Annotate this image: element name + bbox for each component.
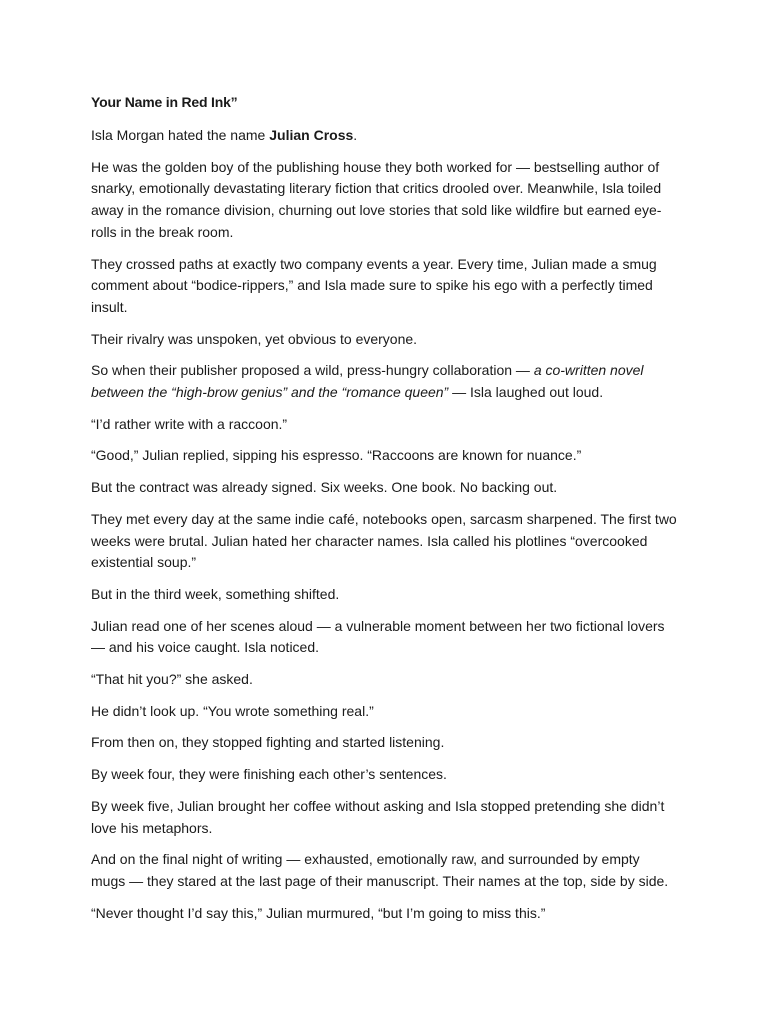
paragraph-17: “Never thought I’d say this,” Julian murmured, “but I’m going to miss this.” — [91, 904, 546, 921]
document-page — [91, 93, 677, 934]
intro-name: Julian Cross — [269, 127, 354, 143]
paragraph-14: By week four, they were finishing each other’s sentences. — [91, 766, 447, 783]
document-title: Your Name in Red Ink” — [91, 94, 238, 110]
paragraph-16: And on the final night of writing — exhausted, emotionally raw, and surrounded by empty mugs — they stared at the last page of their manuscript. Their names at the top, side by side. — [91, 851, 669, 889]
paragraph-9: But in the third week, something shifted. — [91, 585, 340, 602]
paragraph-5: “I’d rather write with a raccoon.” — [91, 415, 288, 432]
paragraph-1: He was the golden boy of the publishing house they both worked for — bestselling author of snarky, emotionally devastating literary fiction that critics drooled over. Meanwhile, Isla toiled away in the romance division, churning out love stories that sold like wildfire but earned eye-rolls in the break room. — [91, 158, 662, 240]
paragraph-13: From then on, they stopped fighting and started listening. — [91, 734, 445, 751]
paragraph-15: By week five, Julian brought her coffee without asking and Isla stopped pretending she didn’t love his metaphors. — [91, 797, 665, 836]
paragraph-4-text: So when their publisher proposed a wild, press-hungry collaboration — — [91, 362, 534, 379]
paragraph-6: “Good,” Julian replied, sipping his espresso. “Raccoons are known for nuance.” — [91, 447, 582, 464]
paragraph-12: He didn’t look up. “You wrote something real.” — [91, 702, 374, 719]
paragraph-2: They crossed paths at exactly two company events a year. Every time, Julian made a smug comment about “bodice-rippers,” and Isla made sure to spike his ego with a perfectly timed insult. — [91, 255, 657, 315]
paragraph-4-end: — Isla laughed out loud. — [448, 384, 604, 401]
intro-paragraph — [91, 125, 677, 147]
paragraph-7: But the contract was already signed. Six weeks. One book. No backing out. — [91, 479, 558, 496]
paragraph-4-italic: a co-written novel between the “high-brow genius” and the “romance queen” — [91, 362, 644, 401]
paragraph-11: “That hit you?” she asked. — [91, 671, 253, 688]
paragraph-4 — [91, 360, 677, 403]
intro-text: Isla Morgan hated the name — [91, 127, 270, 143]
intro-end: . — [353, 127, 358, 143]
paragraph-3: Their rivalry was unspoken, yet obvious to everyone. — [91, 330, 418, 347]
paragraph-10: Julian read one of her scenes aloud — a vulnerable moment between her two fictional lovers — and his voice caught. Isla noticed. — [91, 617, 665, 656]
paragraph-8: They met every day at the same indie café, notebooks open, sarcasm sharpened. The first two weeks were brutal. Julian hated her character names. Isla called his plotlines “overcooked existential soup.” — [91, 510, 677, 571]
